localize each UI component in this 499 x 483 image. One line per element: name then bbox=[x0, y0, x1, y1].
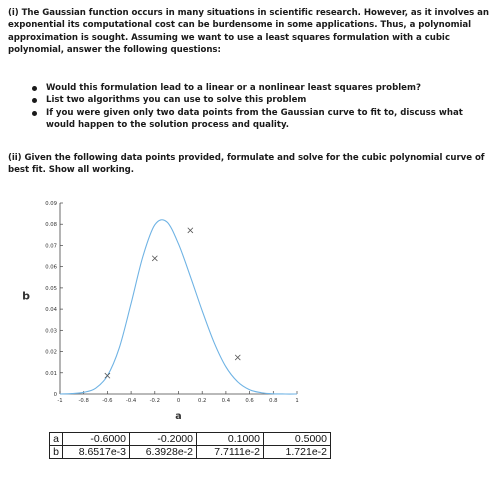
x-tick-label: -0.6 bbox=[102, 398, 113, 404]
x-tick-label: -0.8 bbox=[78, 398, 89, 404]
y-tick-label: 0.05 bbox=[45, 285, 57, 292]
question-intro: (i) The Gaussian function occurs in many situations in scientific research. However, as it involves an exponential its computational cost can be burdensome in some applications. Thus, a polynomial approximation is sought. Assuming we want to use a least squares formulation with a cubic polynomial, answer the following questions: bbox=[8, 8, 489, 56]
x-axis-label: a bbox=[175, 411, 182, 422]
bullet-item bbox=[32, 82, 494, 94]
y-tick-label: 0.08 bbox=[45, 222, 57, 229]
bullet-item bbox=[32, 107, 494, 132]
table-cell: 8.6517e-3 bbox=[63, 446, 130, 459]
y-tick-label: 0.07 bbox=[45, 243, 57, 250]
y-tick-label: 0.04 bbox=[45, 307, 57, 314]
bullet-text: Would this formulation lead to a linear or a nonlinear least squares problem? bbox=[46, 83, 421, 93]
table-row-b bbox=[50, 446, 331, 459]
y-tick-label: 0.01 bbox=[45, 370, 57, 377]
row-label: a bbox=[50, 433, 63, 446]
x-tick-label: -0.2 bbox=[149, 398, 160, 404]
x-tick-label: 0.2 bbox=[197, 398, 207, 404]
x-tick-label: 0 bbox=[176, 398, 181, 404]
row-label: b bbox=[50, 446, 63, 459]
table-cell: 7.7111e-2 bbox=[197, 446, 264, 459]
data-point-marker bbox=[188, 228, 193, 233]
y-tick-label: 0.03 bbox=[45, 328, 57, 335]
y-tick-label: 0.02 bbox=[45, 349, 57, 356]
bullet-text: If you were given only two data points from the Gaussian curve to fit to, discuss what would happen to the solution process and quality. bbox=[46, 107, 463, 131]
y-tick-label: 0 bbox=[53, 392, 57, 398]
data-point-marker bbox=[105, 373, 110, 378]
bullet-dot-icon bbox=[32, 86, 37, 91]
y-tick-label: 0.06 bbox=[45, 264, 57, 271]
y-axis-label: b bbox=[22, 289, 30, 303]
x-tick-label: -0.4 bbox=[125, 398, 137, 404]
gaussian-chart bbox=[0, 190, 499, 425]
bullet-text: List two algorithms you can use to solve this problem bbox=[46, 95, 307, 106]
data-point-marker bbox=[152, 256, 157, 261]
table-row-a bbox=[50, 433, 331, 446]
table-cell: 0.5000 bbox=[264, 433, 331, 446]
bullet-item bbox=[32, 94, 494, 106]
bullet-dot-icon bbox=[32, 111, 37, 116]
table-cell: -0.2000 bbox=[130, 433, 197, 446]
data-points-table bbox=[49, 432, 331, 459]
table-cell: 6.3928e-2 bbox=[130, 446, 197, 459]
question-part-ii: (ii) Given the following data points provided, formulate and solve for the cubic polynomial curve of best fit. Show all working. bbox=[8, 153, 485, 176]
bullet-dot-icon bbox=[32, 98, 37, 103]
x-tick-label: 1 bbox=[295, 398, 299, 404]
x-tick-label: 0.6 bbox=[245, 398, 254, 404]
gaussian-curve bbox=[60, 220, 297, 394]
x-tick-label: 0.8 bbox=[269, 398, 278, 404]
question-bullet-list bbox=[32, 82, 494, 132]
data-point-marker bbox=[235, 355, 240, 360]
x-tick-label: 0.4 bbox=[221, 398, 231, 404]
table-cell: 0.1000 bbox=[197, 433, 264, 446]
x-tick-label: -1 bbox=[57, 398, 63, 404]
table-cell: 1.721e-2 bbox=[264, 446, 331, 459]
y-tick-label: 0.09 bbox=[45, 201, 57, 207]
table-cell: -0.6000 bbox=[63, 433, 130, 446]
